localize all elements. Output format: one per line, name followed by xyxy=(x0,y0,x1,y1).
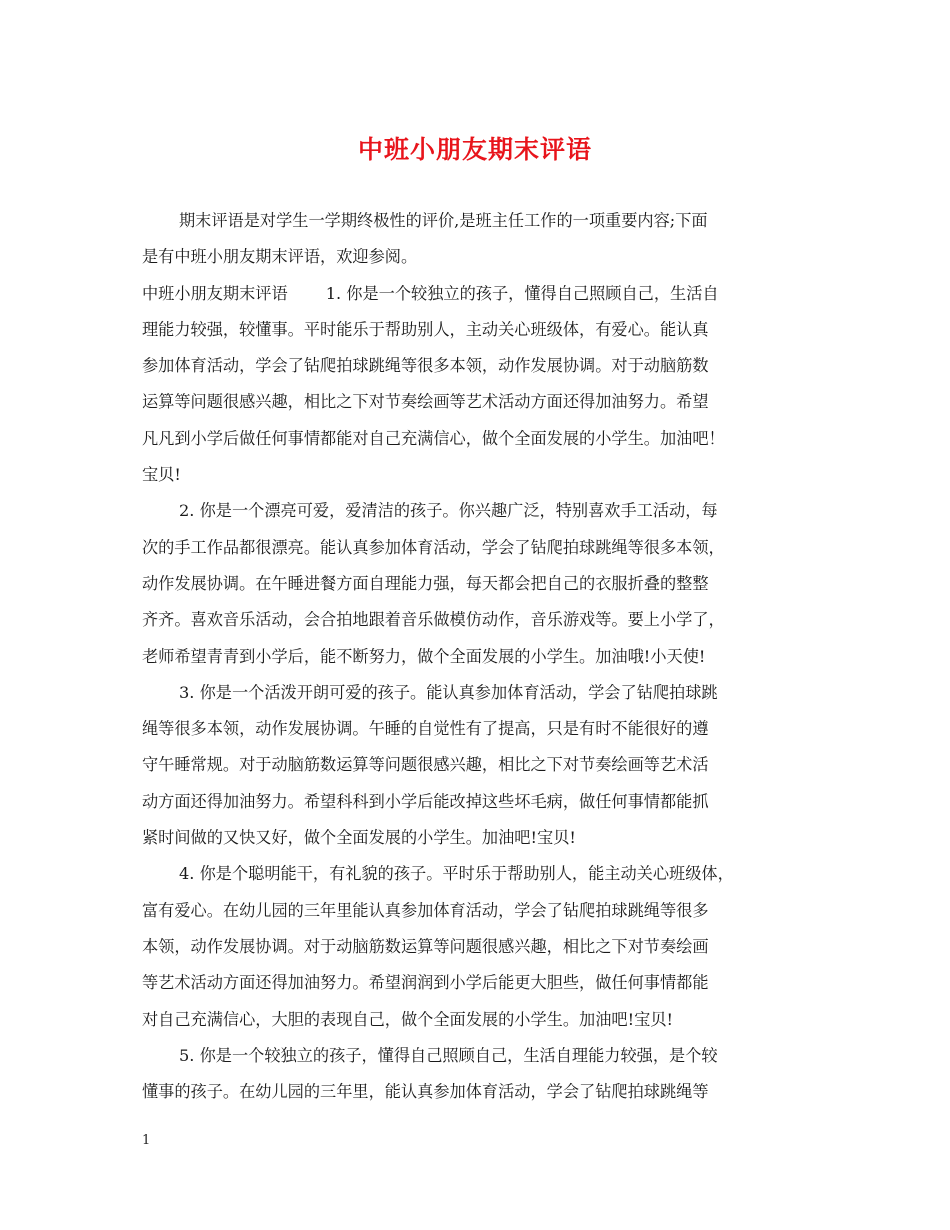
text-line: 理能力较强，较懂事。平时能乐于帮助别人，主动关心班级体，有爱心。能认真 xyxy=(142,319,709,339)
text-line: 5. 你是一个较独立的孩子，懂得自己照顾自己，生活自理能力较强，是个较 xyxy=(179,1045,718,1065)
text-line: 紧时间做的又快又好，做个全面发展的小学生。加油吧!宝贝! xyxy=(142,828,576,848)
text-line: 1. 你是一个较独立的孩子，懂得自己照顾自己，生活自 xyxy=(325,283,719,303)
text-line: 是有中班小朋友期末评语，欢迎参阅。 xyxy=(142,247,418,267)
text-line: 齐齐。喜欢音乐活动，会合拍地跟着音乐做模仿动作，音乐游戏等。要上小学了， xyxy=(142,610,725,630)
text-line: 动方面还得加油努力。希望科科到小学后能改掉这些坏毛病，做任何事情都能抓 xyxy=(142,791,709,811)
section-heading: 中班小朋友期末评语 xyxy=(142,283,288,303)
document-title: 中班小朋友期末评语 xyxy=(357,135,592,164)
text-line: 期末评语是对学生一学期终极性的评价,是班主任工作的一项重要内容;下面 xyxy=(179,211,708,230)
text-line: 等艺术活动方面还得加油努力。希望润润到小学后能更大胆些，做任何事情都能 xyxy=(142,973,709,993)
text-line: 运算等问题很感兴趣，相比之下对节奏绘画等艺术活动方面还得加油努力。希望 xyxy=(142,392,709,412)
document-body xyxy=(142,203,810,1110)
text-line: 宝贝! xyxy=(142,465,181,485)
text-line: 懂事的孩子。在幼儿园的三年里，能认真参加体育活动，学会了钻爬拍球跳绳等 xyxy=(142,1082,709,1102)
text-line: 守午睡常规。对于动脑筋数运算等问题很感兴趣，相比之下对节奏绘画等艺术活 xyxy=(142,755,709,775)
text-line-combined xyxy=(142,276,810,312)
text-line: 对自己充满信心，大胆的表现自己，做个全面发展的小学生。加油吧!宝贝! xyxy=(142,1009,674,1029)
text-line: 3. 你是一个活泼开朗可爱的孩子。能认真参加体育活动，学会了钻爬拍球跳 xyxy=(179,682,718,702)
text-line: 参加体育活动，学会了钻爬拍球跳绳等很多本领，动作发展协调。对于动脑筋数 xyxy=(142,356,709,376)
text-line: 富有爱心。在幼儿园的三年里能认真参加体育活动，学会了钻爬拍球跳绳等很多 xyxy=(142,900,709,920)
text-line: 次的手工作品都很漂亮。能认真参加体育活动，学会了钻爬拍球跳绳等很多本领， xyxy=(142,537,725,557)
text-line: 本领，动作发展协调。对于动脑筋数运算等问题很感兴趣，相比之下对节奏绘画 xyxy=(142,936,709,956)
text-line: 4. 你是个聪明能干，有礼貌的孩子。平时乐于帮助别人，能主动关心班级体， xyxy=(179,864,734,884)
text-line: 动作发展协调。在午睡进餐方面自理能力强，每天都会把自己的衣服折叠的整整 xyxy=(142,573,709,593)
text-line: 绳等很多本领，动作发展协调。午睡的自觉性有了提高，只是有时不能很好的遵 xyxy=(142,719,709,739)
text-line: 2. 你是一个漂亮可爱，爱清洁的孩子。你兴趣广泛，特别喜欢手工活动，每 xyxy=(179,501,718,521)
text-line: 凡凡到小学后做任何事情都能对自己充满信心，做个全面发展的小学生。加油吧！ xyxy=(142,428,725,448)
page-number: 1 xyxy=(142,1133,151,1148)
text-line: 老师希望青青到小学后，能不断努力，做个全面发展的小学生。加油哦!小天使! xyxy=(142,646,706,666)
